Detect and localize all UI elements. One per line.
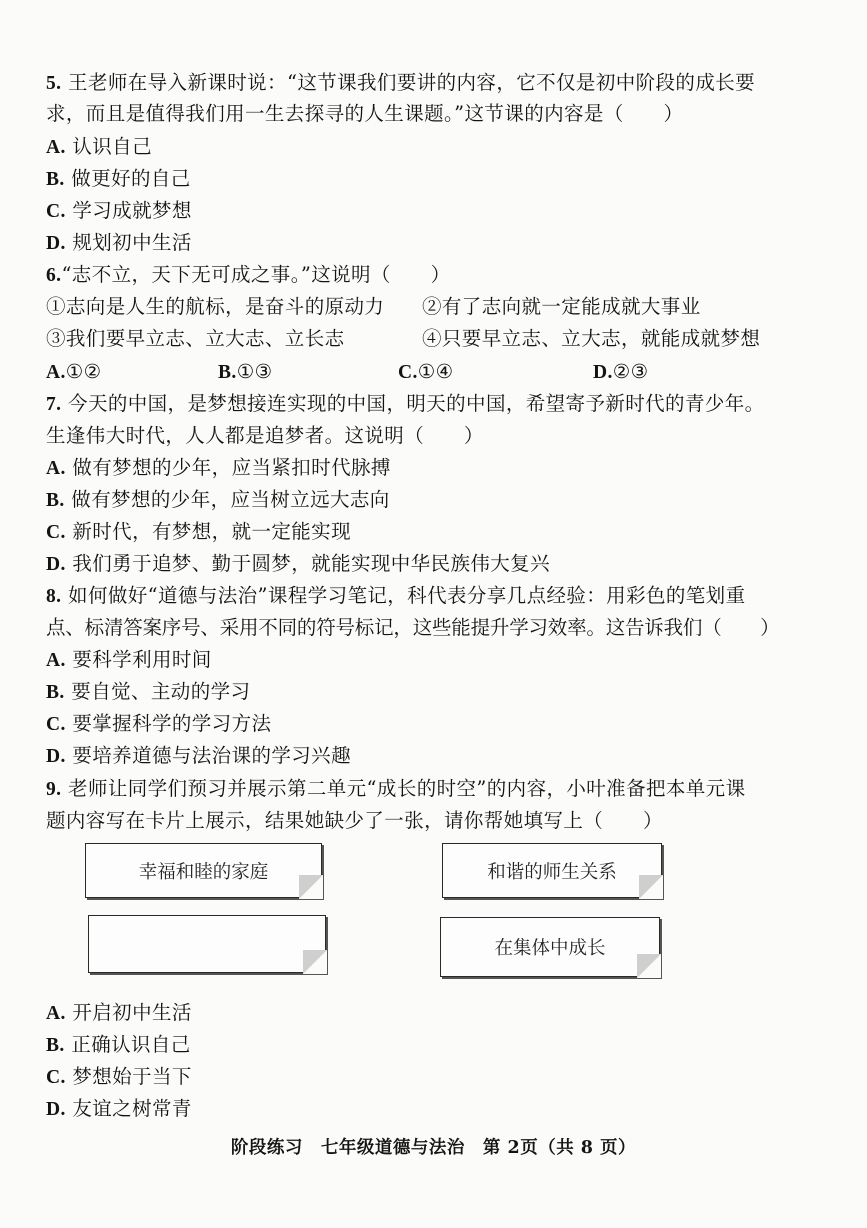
- choice-c[interactable]: [398, 357, 454, 387]
- option-text: 做更好的自己: [71, 167, 191, 190]
- option-b[interactable]: [46, 485, 390, 515]
- option-text: 认识自己: [72, 135, 152, 158]
- option-text: 做有梦想的少年，应当树立远大志向: [71, 488, 390, 511]
- card-label: 在集体中成长: [494, 938, 606, 959]
- option-letter: A.: [46, 1003, 66, 1024]
- statement-row-1b: [422, 292, 701, 322]
- topic-card-4: [440, 917, 660, 977]
- option-c[interactable]: [46, 517, 351, 547]
- statement-row-2: [46, 324, 345, 354]
- option-b[interactable]: [46, 164, 191, 194]
- topic-card-2: [442, 843, 662, 898]
- option-a[interactable]: [46, 132, 152, 162]
- option-c[interactable]: [46, 709, 271, 739]
- option-letter: C.: [46, 1067, 66, 1088]
- question-text: “志不立，天下无可成之事。”这说明（ ）: [61, 263, 451, 286]
- option-a[interactable]: [46, 453, 391, 483]
- option-d[interactable]: [46, 741, 351, 771]
- option-text: 正确认识自己: [71, 1033, 191, 1056]
- question-number: 7.: [46, 394, 62, 415]
- question-7-line-2: 生逢伟大时代，人人都是追梦者。这说明（ ）: [46, 424, 484, 447]
- option-text: 要培养道德与法治课的学习兴趣: [72, 744, 351, 767]
- question-7-line-1: [46, 389, 765, 419]
- option-letter: B.: [46, 490, 65, 511]
- option-letter: C.: [46, 201, 66, 222]
- option-a[interactable]: [46, 998, 192, 1028]
- statement-row-1: [46, 292, 384, 322]
- statement-1: ①志向是人生的航标，是奋斗的原动力: [46, 295, 385, 318]
- statement-row-2b: [422, 324, 760, 354]
- choice-b[interactable]: [218, 357, 272, 387]
- card-fold: [299, 875, 323, 899]
- topic-card-blank[interactable]: [88, 915, 326, 973]
- question-9-line-2: 题内容写在卡片上展示，结果她缺少了一张，请你帮她填写上（ ）: [46, 809, 663, 832]
- option-text: ①④: [417, 360, 454, 383]
- option-text: ②③: [612, 360, 649, 383]
- question-number: 6.: [46, 265, 62, 286]
- option-letter: A.: [46, 458, 66, 479]
- option-letter: D.: [46, 554, 66, 575]
- question-text: 如何做好“道德与法治”课程学习笔记，科代表分享几点经验：用彩色的笔划重: [68, 584, 746, 607]
- option-text: 要科学利用时间: [72, 648, 212, 671]
- option-letter: D.: [46, 746, 66, 767]
- option-text: 开启初中生活: [72, 1001, 192, 1024]
- question-text: 今天的中国，是梦想接连实现的中国，明天的中国，希望寄予新时代的青少年。: [68, 392, 765, 415]
- question-5-line-1: [46, 68, 755, 98]
- card-fold: [637, 954, 661, 978]
- option-text: 梦想始于当下: [72, 1065, 192, 1088]
- option-letter: D.: [593, 362, 613, 383]
- choice-d[interactable]: [593, 357, 649, 387]
- option-text: 规划初中生活: [72, 231, 192, 254]
- question-number: 8.: [46, 586, 62, 607]
- option-letter: B.: [46, 1035, 65, 1056]
- question-6-line-1: [46, 260, 451, 290]
- option-d[interactable]: [46, 228, 192, 258]
- statement-3: ③我们要早立志、立大志、立长志: [46, 327, 345, 350]
- question-text: 老师让同学们预习并展示第二单元“成长的时空”的内容，小叶准备把本单元课: [68, 777, 746, 800]
- option-text: 学习成就梦想: [72, 199, 192, 222]
- option-text: 要掌握科学的学习方法: [72, 712, 272, 735]
- option-text: 要自觉、主动的学习: [71, 680, 251, 703]
- page-footer: 阶段练习 七年级道德与法治 第 2页（共 8 页）: [230, 1138, 637, 1158]
- option-c[interactable]: [46, 1062, 192, 1092]
- option-text: ①③: [236, 360, 273, 383]
- option-letter: C.: [46, 522, 66, 543]
- option-letter: B.: [46, 169, 65, 190]
- question-8-line-1: [46, 581, 746, 611]
- option-letter: D.: [46, 1099, 66, 1120]
- option-letter: D.: [46, 233, 66, 254]
- option-letter: B.: [218, 362, 237, 383]
- option-c[interactable]: [46, 196, 192, 226]
- option-a[interactable]: [46, 645, 212, 675]
- option-letter: A.: [46, 362, 66, 383]
- option-d[interactable]: [46, 1094, 192, 1124]
- option-b[interactable]: [46, 677, 250, 707]
- card-fold: [303, 950, 327, 974]
- option-letter: C.: [46, 714, 66, 735]
- option-text: 我们勇于追梦、勤于圆梦，就能实现中华民族伟大复兴: [72, 552, 550, 575]
- option-text: 友谊之树常青: [72, 1097, 192, 1120]
- option-letter: A.: [46, 650, 66, 671]
- option-letter: A.: [46, 137, 66, 158]
- statement-2: ②有了志向就一定能成就大事业: [422, 295, 701, 318]
- card-label: 和谐的师生关系: [487, 861, 617, 883]
- question-number: 9.: [46, 779, 62, 800]
- option-letter: C.: [398, 362, 418, 383]
- option-text: ①②: [65, 360, 102, 383]
- question-9-line-1: [46, 774, 746, 804]
- topic-card-1: [85, 843, 322, 898]
- choice-a[interactable]: [46, 357, 102, 387]
- question-number: 5.: [46, 73, 62, 94]
- option-text: 做有梦想的少年，应当紧扣时代脉搏: [72, 456, 391, 479]
- statement-4: ④只要早立志、立大志，就能成就梦想: [422, 327, 761, 350]
- option-b[interactable]: [46, 1030, 191, 1060]
- option-d[interactable]: [46, 549, 550, 579]
- question-5-line-2: 求，而且是值得我们用一生去探寻的人生课题。”这节课的内容是（ ）: [46, 102, 684, 125]
- option-letter: B.: [46, 682, 65, 703]
- question-text: 王老师在导入新课时说：“这节课我们要讲的内容，它不仅是初中阶段的成长要: [68, 71, 756, 94]
- question-8-line-2: 点、标清答案序号、采用不同的符号标记，这些能提升学习效率。这告诉我们（ ）: [46, 616, 780, 639]
- card-fold: [639, 875, 663, 899]
- card-label: 幸福和睦的家庭: [138, 861, 269, 883]
- option-text: 新时代，有梦想，就一定能实现: [72, 520, 351, 543]
